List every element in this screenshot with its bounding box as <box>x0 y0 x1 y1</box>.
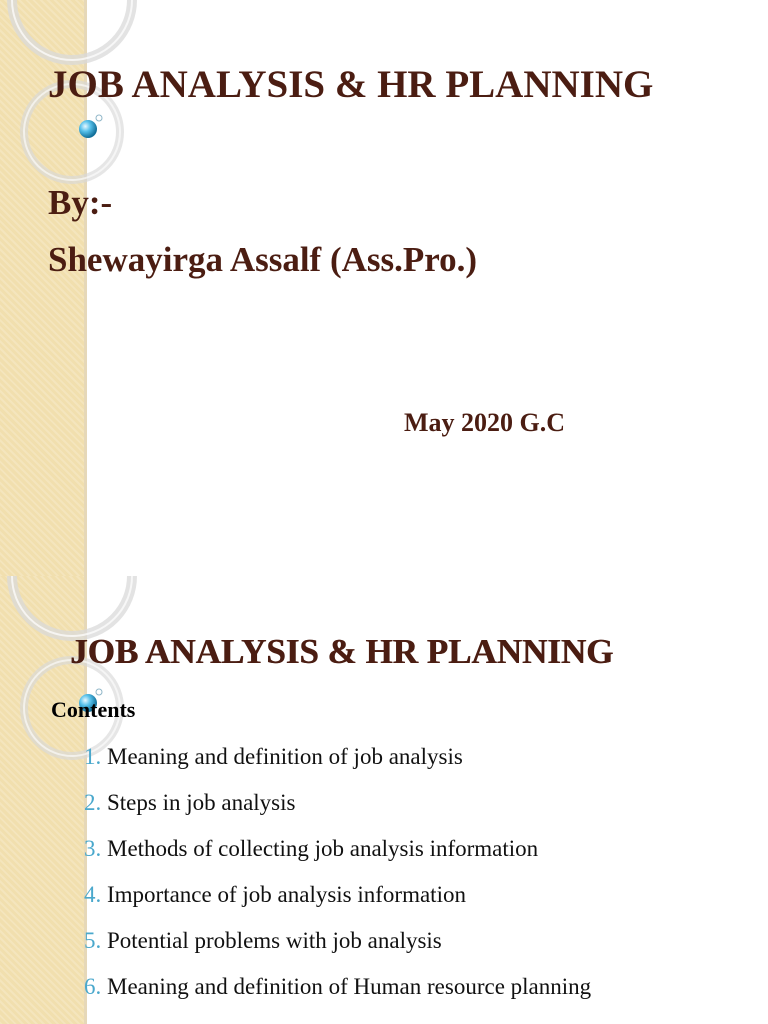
list-item <box>84 970 591 1016</box>
list-item-text: Importance of job analysis information <box>107 882 466 907</box>
list-item <box>84 832 591 878</box>
list-item-text: Meaning and definition of Human resource planning <box>107 974 592 999</box>
contents-list <box>84 740 591 1016</box>
slide-title: JOB ANALYSIS & HR PLANNING <box>70 632 614 671</box>
author-name: Shewayirga Assalf (Ass.Pro.) <box>48 240 478 279</box>
list-item-number: 4. <box>84 882 102 907</box>
list-item-text: Potential problems with job analysis <box>107 928 442 953</box>
contents-heading: Contents <box>51 697 136 722</box>
by-label: By:- <box>48 183 113 222</box>
list-item-text: Steps in job analysis <box>107 790 296 815</box>
list-item-number: 1. <box>84 744 102 769</box>
presentation-date: May 2020 G.C <box>404 408 566 437</box>
list-item <box>84 924 591 970</box>
list-item-number: 3. <box>84 836 102 861</box>
blue-bullet-icon <box>79 120 97 138</box>
list-item <box>84 786 591 832</box>
list-item-number: 5. <box>84 928 102 953</box>
list-item <box>84 878 591 924</box>
list-item-number: 6. <box>84 974 102 999</box>
list-item-text: Methods of collecting job analysis information <box>107 836 539 861</box>
page-title: JOB ANALYSIS & HR PLANNING <box>48 63 654 106</box>
list-item <box>84 740 591 786</box>
contents-slide <box>0 576 768 1024</box>
list-item-number: 2. <box>84 790 102 815</box>
list-item-text: Meaning and definition of job analysis <box>107 744 463 769</box>
